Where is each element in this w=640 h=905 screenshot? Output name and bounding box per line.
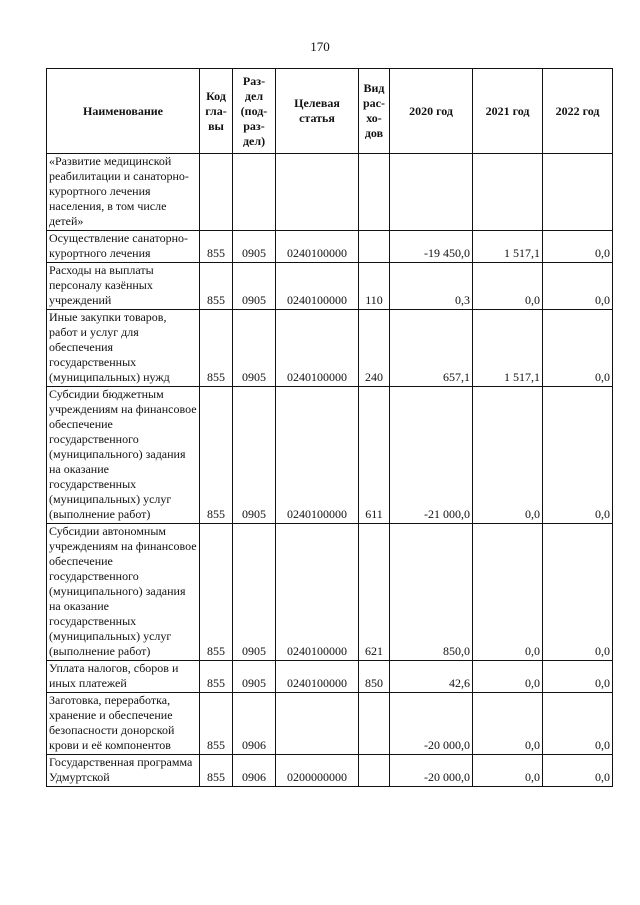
row-2021: 0,0: [473, 387, 543, 524]
row-name: Заготовка, переработка, хранение и обеспечение безопасности донорской крови и её компонентов: [47, 693, 200, 755]
row-name: «Развитие медицинской реабилитации и санаторно-курортного лечения населения, в том числе детей»: [47, 154, 200, 231]
row-kod: 855: [200, 661, 233, 693]
row-name: Субсидии автономным учреждениям на финансовое обеспечение государственного (муниципального) задания на оказание государственных (муниципальных) услуг (выполнение работ): [47, 524, 200, 661]
row-razdel: 0905: [233, 661, 276, 693]
table-body: [47, 154, 613, 787]
row-2021: 0,0: [473, 661, 543, 693]
row-name: Субсидии бюджетным учреждениям на финансовое обеспечение государственного (муниципального) задания на оказание государственных (муниципальных) услуг (выполнение работ): [47, 387, 200, 524]
row-name: Государственная программа Удмуртской: [47, 755, 200, 787]
row-statia: [276, 693, 359, 755]
row-2020: 0,3: [390, 263, 473, 310]
row-statia: 0240100000: [276, 387, 359, 524]
row-2020: [390, 154, 473, 231]
row-vid: [359, 154, 390, 231]
table-row: [47, 154, 613, 231]
row-2020: -20 000,0: [390, 693, 473, 755]
row-vid: [359, 755, 390, 787]
header-vid: Вид рас- хо- дов: [359, 69, 390, 154]
row-vid: 621: [359, 524, 390, 661]
header-name: Наименование: [47, 69, 200, 154]
table-row: [47, 310, 613, 387]
table-row: [47, 661, 613, 693]
row-2022: 0,0: [543, 231, 613, 263]
row-vid: [359, 693, 390, 755]
table-row: [47, 524, 613, 661]
header-kod: Код гла- вы: [200, 69, 233, 154]
row-statia: 0200000000: [276, 755, 359, 787]
row-razdel: 0905: [233, 524, 276, 661]
row-2021: 0,0: [473, 755, 543, 787]
row-2021: [473, 154, 543, 231]
row-2022: 0,0: [543, 755, 613, 787]
row-2022: 0,0: [543, 310, 613, 387]
row-name: Иные закупки товаров, работ и услуг для обеспечения государственных (муниципальных) нужд: [47, 310, 200, 387]
row-name: Уплата налогов, сборов и иных платежей: [47, 661, 200, 693]
row-2022: 0,0: [543, 661, 613, 693]
row-name: Расходы на выплаты персоналу казённых учреждений: [47, 263, 200, 310]
row-2022: 0,0: [543, 524, 613, 661]
row-2021: 1 517,1: [473, 310, 543, 387]
row-kod: 855: [200, 310, 233, 387]
row-statia: 0240100000: [276, 263, 359, 310]
row-2020: 850,0: [390, 524, 473, 661]
row-name: Осуществление санаторно-курортного лечения: [47, 231, 200, 263]
row-2021: 0,0: [473, 263, 543, 310]
row-kod: 855: [200, 693, 233, 755]
row-kod: 855: [200, 263, 233, 310]
row-2020: -19 450,0: [390, 231, 473, 263]
row-2022: 0,0: [543, 263, 613, 310]
row-2020: 657,1: [390, 310, 473, 387]
row-2022: 0,0: [543, 693, 613, 755]
row-statia: 0240100000: [276, 310, 359, 387]
row-vid: 110: [359, 263, 390, 310]
row-2021: 0,0: [473, 693, 543, 755]
row-statia: 0240100000: [276, 661, 359, 693]
row-2020: -20 000,0: [390, 755, 473, 787]
row-razdel: 0905: [233, 231, 276, 263]
row-vid: [359, 231, 390, 263]
header-razdel: Раз- дел (под- раз- дел): [233, 69, 276, 154]
row-razdel: 0906: [233, 755, 276, 787]
row-statia: 0240100000: [276, 231, 359, 263]
row-kod: 855: [200, 755, 233, 787]
table-row: [47, 755, 613, 787]
row-statia: 0240100000: [276, 524, 359, 661]
page-number: 170: [310, 39, 330, 54]
header-2020: 2020 год: [390, 69, 473, 154]
row-vid: 850: [359, 661, 390, 693]
table-header: [47, 69, 613, 154]
row-2021: 0,0: [473, 524, 543, 661]
table-row: [47, 387, 613, 524]
budget-table: [46, 68, 613, 787]
row-razdel: 0906: [233, 693, 276, 755]
table-row: [47, 263, 613, 310]
row-kod: 855: [200, 387, 233, 524]
row-razdel: 0905: [233, 310, 276, 387]
row-razdel: 0905: [233, 387, 276, 524]
row-razdel: 0905: [233, 263, 276, 310]
row-2020: -21 000,0: [390, 387, 473, 524]
row-statia: [276, 154, 359, 231]
header-statia: Целевая статья: [276, 69, 359, 154]
row-vid: 611: [359, 387, 390, 524]
table-row: [47, 231, 613, 263]
row-razdel: [233, 154, 276, 231]
header-2021: 2021 год: [473, 69, 543, 154]
row-vid: 240: [359, 310, 390, 387]
row-2020: 42,6: [390, 661, 473, 693]
table-row: [47, 693, 613, 755]
row-kod: [200, 154, 233, 231]
row-2022: 0,0: [543, 387, 613, 524]
row-kod: 855: [200, 231, 233, 263]
row-2022: [543, 154, 613, 231]
row-kod: 855: [200, 524, 233, 661]
header-2022: 2022 год: [543, 69, 613, 154]
row-2021: 1 517,1: [473, 231, 543, 263]
